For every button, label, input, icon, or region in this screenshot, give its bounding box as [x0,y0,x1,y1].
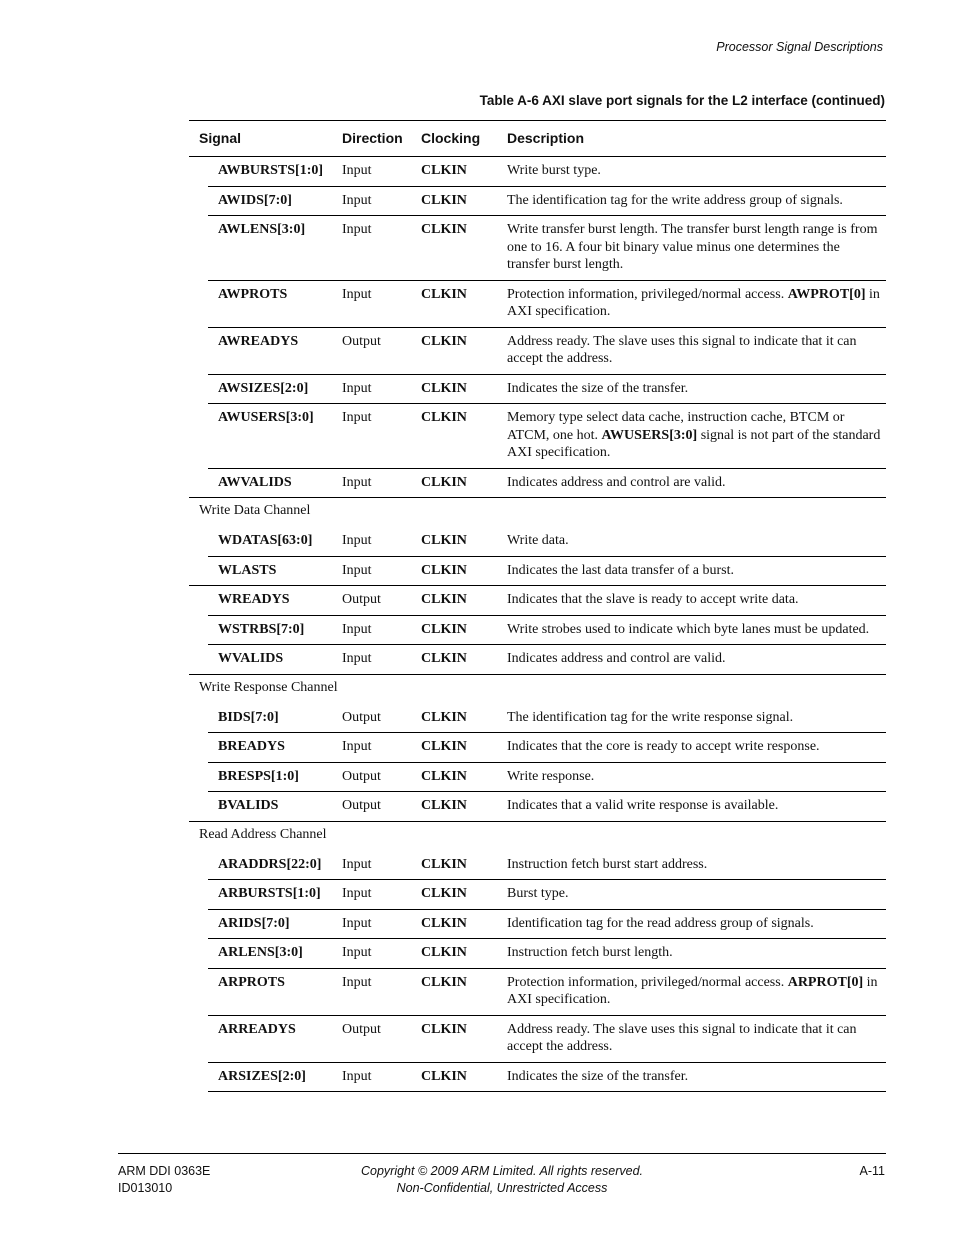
signal-name: ARADDRS[22:0] [218,856,322,872]
signal-description: Address ready. The slave uses this signal to indicate that it can accept the address. [507,333,857,366]
description-text: Memory type select data cache, instruction cache, BTCM or ATCM, one hot. [507,410,845,443]
col-header-description: Description [507,130,585,146]
signal-name: ARIDS[7:0] [218,915,290,931]
signal-name: WVALIDS [218,651,284,666]
signal-name: AWBURSTS[1:0] [218,163,324,178]
signal-clocking: CLKIN [421,1021,467,1037]
signal-description: Indicates that a valid write response is available. [507,798,779,813]
table-row [208,733,886,763]
signal-name: WDATAS[63:0] [218,533,313,548]
section-heading [189,498,886,527]
signal-direction: Input [342,286,372,302]
signal-direction: Output [342,1021,381,1037]
signal-description: Indicates address and control are valid. [507,474,726,490]
table-row [189,469,886,499]
signal-direction: Input [342,621,372,637]
table-row [208,616,886,646]
signal-description [208,281,886,327]
signal-clocking: CLKIN [421,192,467,208]
table-row [208,216,886,281]
signal-clocking: CLKIN [421,1068,467,1084]
description-text: Protection information, privileged/normal access. [507,286,788,302]
table-row [208,586,886,616]
signal-name: BRESPS[1:0] [218,768,299,784]
signal-name: WREADYS [218,592,290,607]
signal-clocking: CLKIN [421,222,467,237]
signal-description: Identification tag for the read address group of signals. [507,915,814,931]
table-row [208,763,886,793]
section-label: Read Address Channel [199,826,327,842]
signal-clocking: CLKIN [421,651,467,666]
signal-clocking: CLKIN [421,886,467,901]
table-row [208,704,886,734]
description-text: in AXI specification. [507,974,878,1007]
signal-clocking: CLKIN [421,856,467,872]
signal-direction: Input [342,474,372,490]
section-label: Write Response Channel [199,679,338,695]
section-heading [189,822,886,851]
table-row [189,645,886,675]
signal-direction: Output [342,333,381,349]
table-row [208,910,886,940]
signal-direction: Input [342,915,372,931]
signal-name: AWREADYS [218,333,299,349]
signal-direction: Output [342,798,381,813]
signal-name: BVALIDS [218,798,279,813]
signal-clocking: CLKIN [421,474,467,490]
signal-clocking: CLKIN [421,286,467,302]
table-row [189,557,886,587]
description-text: Protection information, privileged/normal access. [507,974,788,990]
signal-clocking: CLKIN [421,915,467,931]
signal-description: Write strobes used to indicate which byte lanes must be updated. [507,621,870,637]
signal-direction: Input [342,410,372,425]
signal-description: Indicates address and control are valid. [507,651,726,666]
section-label: Write Data Channel [199,503,311,518]
signal-name: BREADYS [218,739,285,754]
signal-direction: Input [342,163,372,178]
table-row [208,157,886,187]
signal-name: AWLENS[3:0] [218,222,306,237]
signal-name: ARPROTS [218,974,285,990]
signal-clocking: CLKIN [421,739,467,754]
copyright-text: Copyright © 2009 ARM Limited. All rights reserved. [360,1164,643,1178]
signal-reference: AWPROT[0] [787,286,866,302]
access-text: Non-Confidential, Unrestricted Access [396,1181,608,1195]
signal-direction: Input [342,533,372,548]
signal-direction: Input [342,192,372,208]
signal-name: AWPROTS [218,286,288,302]
signal-direction: Input [342,562,372,578]
signal-direction: Output [342,709,381,725]
signal-description: Indicates the size of the transfer. [507,380,689,396]
running-header: Processor Signal Descriptions [716,40,883,54]
signal-description [208,969,886,1015]
signal-name: ARSIZES[2:0] [218,1068,306,1084]
signal-clocking: CLKIN [421,945,467,960]
signal-clocking: CLKIN [421,592,467,607]
description-text: signal is not part of the standard AXI specification. [507,427,881,460]
table-header-row [189,121,886,157]
signal-direction: Input [342,974,372,990]
table-row [208,328,886,375]
signal-description: The identification tag for the write address group of signals. [507,192,843,208]
signal-clocking: CLKIN [421,974,467,990]
signal-name: ARLENS[3:0] [218,945,303,960]
table-body [189,157,886,1092]
signal-direction: Input [342,651,372,666]
table-row [208,404,886,469]
table-row [208,281,886,328]
table-row [208,1063,886,1093]
col-header-signal: Signal [199,130,242,146]
signal-description: Indicates that the slave is ready to accept write data. [507,592,799,607]
signal-description: Indicates the last data transfer of a burst. [507,562,735,578]
footer-copyright [0,1163,954,1197]
col-header-direction: Direction [342,130,403,146]
table-row [208,969,886,1016]
signal-description: Write response. [507,768,595,784]
signal-reference: AWUSERS[3:0] [601,427,698,443]
signal-direction: Input [342,945,372,960]
signal-description: Address ready. The slave uses this signal to indicate that it can accept the address. [507,1021,857,1054]
signal-reference: ARPROT[0] [787,974,864,990]
table-row [208,527,886,557]
signal-clocking: CLKIN [421,621,467,637]
signal-direction: Output [342,768,381,784]
signal-clocking: CLKIN [421,562,467,578]
table-row [208,851,886,881]
signal-name: WSTRBS[7:0] [218,621,305,637]
section-heading [189,675,886,704]
signal-clocking: CLKIN [421,709,467,725]
signal-direction: Input [342,739,372,754]
signal-description: Instruction fetch burst start address. [507,856,708,872]
signal-clocking: CLKIN [421,380,467,396]
doc-id: ARM DDI 0363E [118,1164,211,1178]
signal-direction: Output [342,592,381,607]
page-number: A-11 [859,1164,885,1178]
signal-name: AWUSERS[3:0] [218,410,314,425]
description-text: in AXI specification. [507,286,880,319]
signal-clocking: CLKIN [421,333,467,349]
table-row [208,939,886,969]
signal-name: ARREADYS [218,1021,296,1037]
signal-description: Write burst type. [507,163,601,178]
signal-direction: Input [342,222,372,237]
signal-clocking: CLKIN [421,163,467,178]
signal-description: Indicates that the core is ready to accept write response. [507,739,820,754]
signal-name: AWSIZES[2:0] [218,380,309,396]
signal-clocking: CLKIN [421,768,467,784]
signal-description: Instruction fetch burst length. [507,945,673,960]
signal-name: AWVALIDS [218,474,292,490]
table-row [208,375,886,405]
signal-name: ARBURSTS[1:0] [218,886,321,901]
signal-direction: Input [342,886,372,901]
signal-direction: Input [342,1068,372,1084]
col-header-clocking: Clocking [421,130,481,146]
signal-name: WLASTS [218,562,277,578]
table-row [208,187,886,217]
signal-name: AWIDS[7:0] [218,192,292,208]
table-row [208,880,886,910]
signal-description: The identification tag for the write response signal. [507,709,794,725]
table-caption: Table A-6 AXI slave port signals for the L2 interface (continued) [479,93,885,108]
signal-clocking: CLKIN [421,410,467,425]
signals-table [189,120,886,1092]
signal-description: Write data. [507,533,569,548]
signal-clocking: CLKIN [421,533,467,548]
signal-name: BIDS[7:0] [218,709,279,725]
signal-clocking: CLKIN [421,798,467,813]
signal-description: Indicates the size of the transfer. [507,1068,689,1084]
signal-description: Burst type. [507,886,569,901]
signal-description: Write transfer burst length. The transfer burst length range is from one to 16. A four bit binary value minus one determines the transfer burst length. [507,222,878,272]
footer-divider [118,1153,886,1154]
signal-direction: Input [342,856,372,872]
doc-revision: ID013010 [118,1181,173,1195]
signal-direction: Input [342,380,372,396]
table-row [189,792,886,822]
table-row [208,1016,886,1063]
